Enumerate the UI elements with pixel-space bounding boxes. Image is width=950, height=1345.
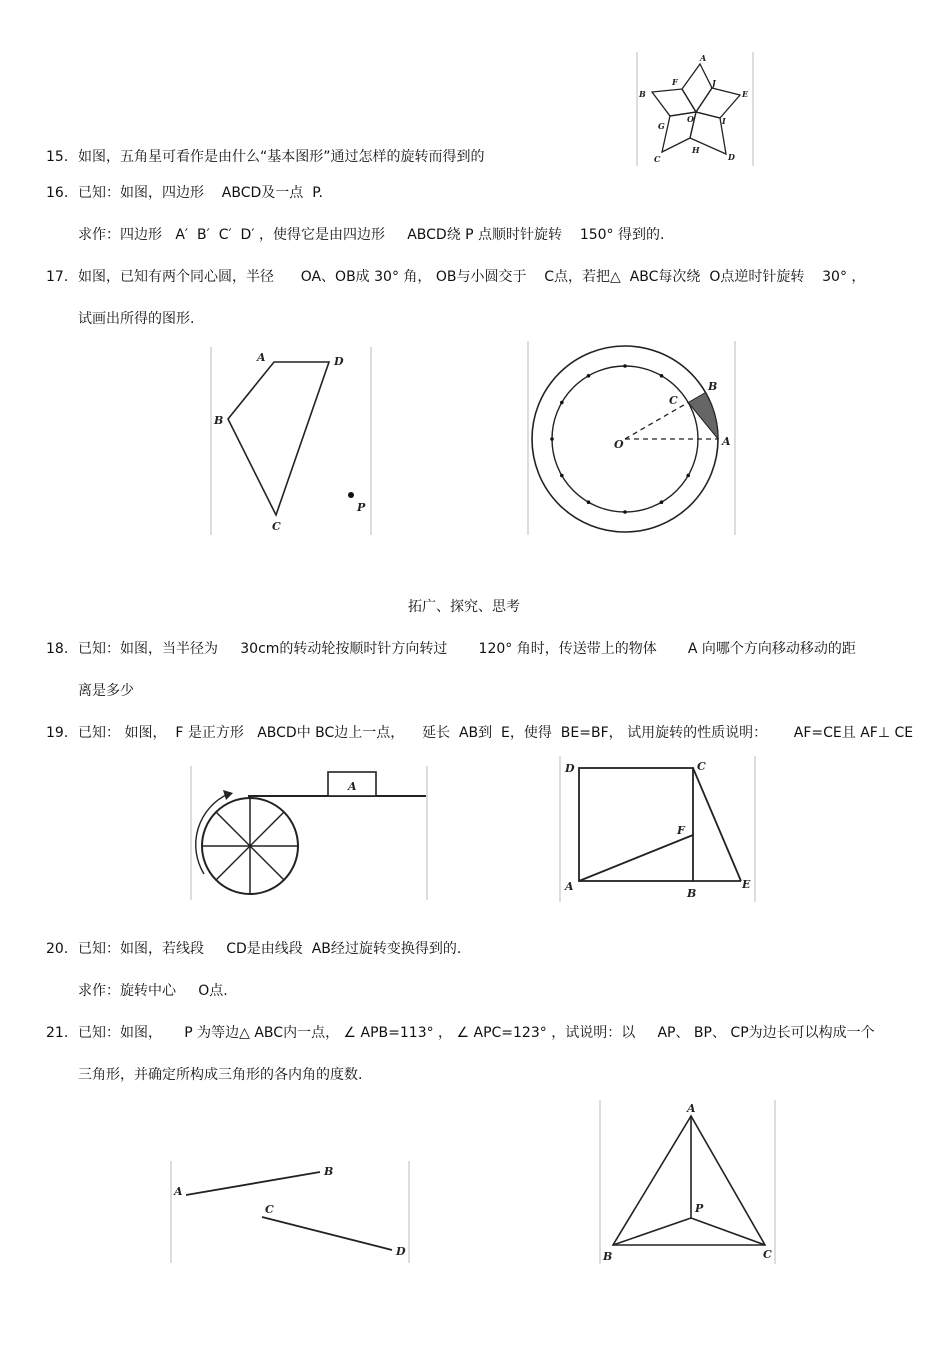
circles-label-a: A (722, 435, 731, 448)
quad-label-b: B (214, 414, 224, 427)
q20-line1: 已知：如图，若线段 CD是由线段 AB经过旋转变换得到的. (78, 941, 462, 957)
quad-label-a: A (257, 351, 266, 364)
q18-line2: 离是多少 (78, 683, 134, 699)
q17-line2: 试画出所得的图形. (78, 311, 195, 327)
star-label-e: E (742, 89, 749, 99)
triangle-label-b: B (603, 1250, 613, 1263)
star-figure (636, 52, 754, 166)
square-label-e: E (742, 878, 751, 891)
quadrilateral-figure (210, 347, 374, 535)
square-label-a: A (565, 880, 574, 893)
segments-label-c: C (265, 1203, 274, 1216)
circles-label-b: B (708, 380, 718, 393)
triangle-label-p: P (695, 1202, 704, 1215)
q17-number: 17. (46, 269, 69, 285)
star-label-c: C (654, 154, 661, 164)
wheel-label-a: A (348, 780, 357, 793)
quad-label-c: C (272, 520, 281, 533)
q15-text: 如图，五角星可看作是由什么“基本图形”通过怎样的旋转而得到的 (78, 149, 485, 165)
circles-label-c: C (669, 394, 678, 407)
square-label-c: C (697, 760, 706, 773)
q21-line1: 已知：如图， P 为等边△ ABC内一点， ∠ APB=113° ， ∠ APC=123° ，试说明：以 AP、 BP、 CP为边长可以构成一个 (78, 1025, 875, 1041)
segments-label-a: A (174, 1185, 183, 1198)
section-title: 拓广、探究、思考 (408, 599, 520, 615)
star-label-d: D (728, 152, 735, 162)
star-label-o: O (687, 114, 694, 124)
q19-number: 19. (46, 725, 69, 741)
triangle-label-c: C (763, 1248, 772, 1261)
segments-label-b: B (324, 1165, 334, 1178)
q16-number: 16. (46, 185, 69, 201)
segments-label-d: D (396, 1245, 406, 1258)
square-figure (559, 756, 757, 902)
square-label-b: B (687, 887, 697, 900)
q19-line1: 已知： 如图， F 是正方形 ABCD中 BC边上一点， 延长 AB到 E，使得 BE=BF， 试用旋转的性质说明： AF=CE且 AF⊥ CE (78, 725, 914, 741)
star-label-a: A (700, 53, 707, 63)
q15-number: 15. (46, 149, 69, 165)
star-label-h: H (692, 145, 700, 155)
q21-line2: 三角形，并确定所构成三角形的各内角的度数. (78, 1067, 363, 1083)
q17-line1: 如图，已知有两个同心圆，半径 OA、OB成 30° 角， OB与小圆交于 C点，若把△ ABC每次绕 O点逆时针旋转 30° ， (78, 269, 866, 285)
quad-label-d: D (334, 355, 344, 368)
star-label-j: J (712, 78, 716, 88)
concentric-circles-figure (527, 341, 737, 535)
star-label-g: G (658, 121, 665, 131)
q20-line2: 求作：旋转中心 O点. (78, 983, 228, 999)
wheel-conveyor-figure (190, 766, 430, 900)
circles-label-o: O (614, 438, 624, 451)
square-label-f: F (677, 824, 685, 837)
square-label-d: D (565, 762, 575, 775)
q18-line1: 已知：如图，当半径为 30cm的转动轮按顺时针方向转过 120° 角时，传送带上的物体 A 向哪个方向移动移动的距 (78, 641, 856, 657)
triangle-label-a: A (687, 1102, 696, 1115)
quad-label-p: P (357, 501, 366, 514)
q21-number: 21. (46, 1025, 69, 1041)
segments-figure (170, 1161, 412, 1263)
triangle-figure (599, 1100, 777, 1264)
q16-line1: 已知：如图，四边形 ABCD及一点 P. (78, 185, 323, 201)
q20-number: 20. (46, 941, 69, 957)
star-label-b: B (639, 89, 646, 99)
star-label-i: I (722, 116, 726, 126)
star-label-f: F (672, 77, 678, 87)
q16-line2: 求作：四边形 A′ B′ C′ D′ ，使得它是由四边形 ABCD绕 P 点顺时针旋转 150° 得到的. (78, 227, 665, 243)
q18-number: 18. (46, 641, 69, 657)
